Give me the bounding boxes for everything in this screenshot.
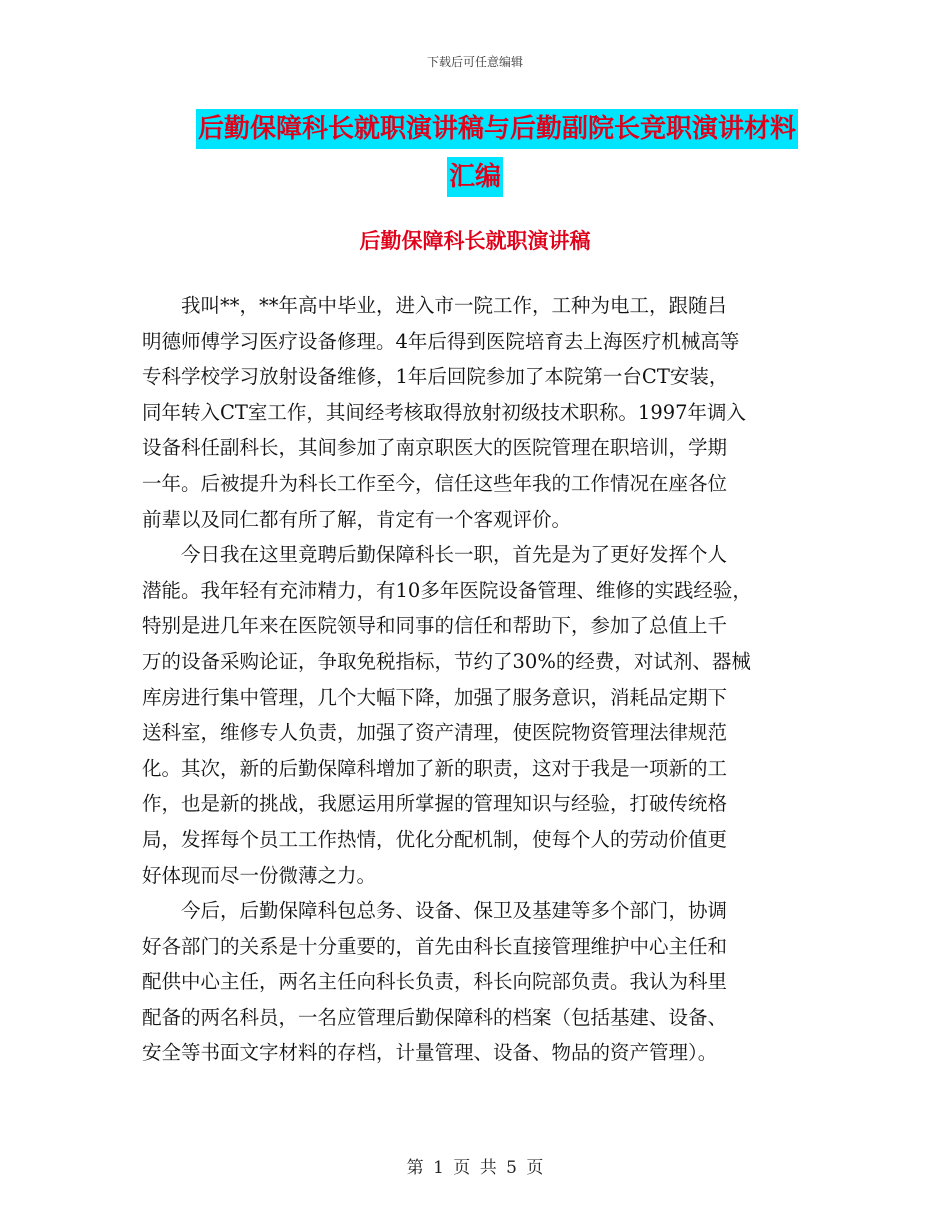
text-line: 作，也是新的挑战，我愿运用所掌握的管理知识与经验，打破传统格 xyxy=(142,792,728,816)
text-line: 专科学校学习放射设备维修，1年后回院参加了本院第一台CT安装， xyxy=(142,365,729,389)
paragraph-3 xyxy=(142,893,812,1071)
text-line: 库房进行集中管理，几个大幅下降，加强了服务意识，消耗品定期下 xyxy=(142,685,728,709)
text-line: 同年转入CT室工作，其间经考核取得放射初级技术职称。1997年调入 xyxy=(142,400,747,424)
title-line-2: 汇编 xyxy=(447,157,503,197)
page-footer xyxy=(0,1153,950,1178)
footer-page-number: 1 xyxy=(433,1158,444,1178)
body-text xyxy=(142,288,812,1071)
text-line: 配备的两名科员，一名应管理后勤保障科的档案（包括基建、设备、 xyxy=(142,1005,728,1029)
text-line: 今后，后勤保障科包总务、设备、保卫及基建等多个部门，协调 xyxy=(142,899,728,923)
text-line: 好体现而尽一份微薄之力。 xyxy=(142,863,377,887)
footer-total-pages: 5 xyxy=(506,1158,517,1178)
text-line: 化。其次，新的后勤保障科增加了新的职责，这对于我是一项新的工 xyxy=(142,756,728,780)
text-line: 送科室，维修专人负责，加强了资产清理，使医院物资管理法律规范 xyxy=(142,721,728,745)
title-line-1: 后勤保障科长就职演讲稿与后勤副院长竞职演讲材料 xyxy=(196,109,798,149)
text-line: 配供中心主任，两名主任向科长负责，科长向院部负责。我认为科里 xyxy=(142,970,728,994)
text-line: 好各部门的关系是十分重要的，首先由科长直接管理维护中心主任和 xyxy=(142,934,728,958)
text-line: 设备科任副科长，其间参加了南京职医大的医院管理在职培训，学期 xyxy=(142,436,728,460)
text-line: 我叫**，**年高中毕业，进入市一院工作，工种为电工，跟随吕 xyxy=(142,294,728,317)
paragraph-2 xyxy=(142,537,812,893)
text-line: 前辈以及同仁都有所了解，肯定有一个客观评价。 xyxy=(142,507,572,531)
text-line: 安全等书面文字材料的存档，计量管理、设备、物品的资产管理）。 xyxy=(142,1041,718,1065)
text-line: 明德师傅学习医疗设备修理。4年后得到医院培育去上海医疗机械高等 xyxy=(142,329,740,353)
text-line: 今日我在这里竟聘后勤保障科长一职，首先是为了更好发挥个人 xyxy=(142,543,728,567)
text-line: 潜能。我年轻有充沛精力，有10多年医院设备管理、维修的实践经验， xyxy=(142,578,752,602)
footer-middle: 页 共 xyxy=(453,1158,497,1178)
text-line: 局，发挥每个员工工作热情，优化分配机制，使每个人的劳动价值更 xyxy=(142,827,728,851)
footer-prefix: 第 xyxy=(406,1158,424,1178)
footer-suffix: 页 xyxy=(526,1158,544,1178)
header-note: 下载后可任意编辑 xyxy=(426,55,523,69)
text-line: 特别是进几年来在医院领导和同事的信任和帮助下，参加了总值上千 xyxy=(142,614,728,638)
paragraph-1 xyxy=(142,288,812,537)
text-line: 万的设备采购论证，争取免税指标，节约了30%的经费，对试剂、器械 xyxy=(142,649,751,673)
text-line: 一年。后被提升为科长工作至今，信任这些年我的工作情况在座各位 xyxy=(142,471,728,495)
section-title: 后勤保障科长就职演讲稿 xyxy=(359,229,591,253)
